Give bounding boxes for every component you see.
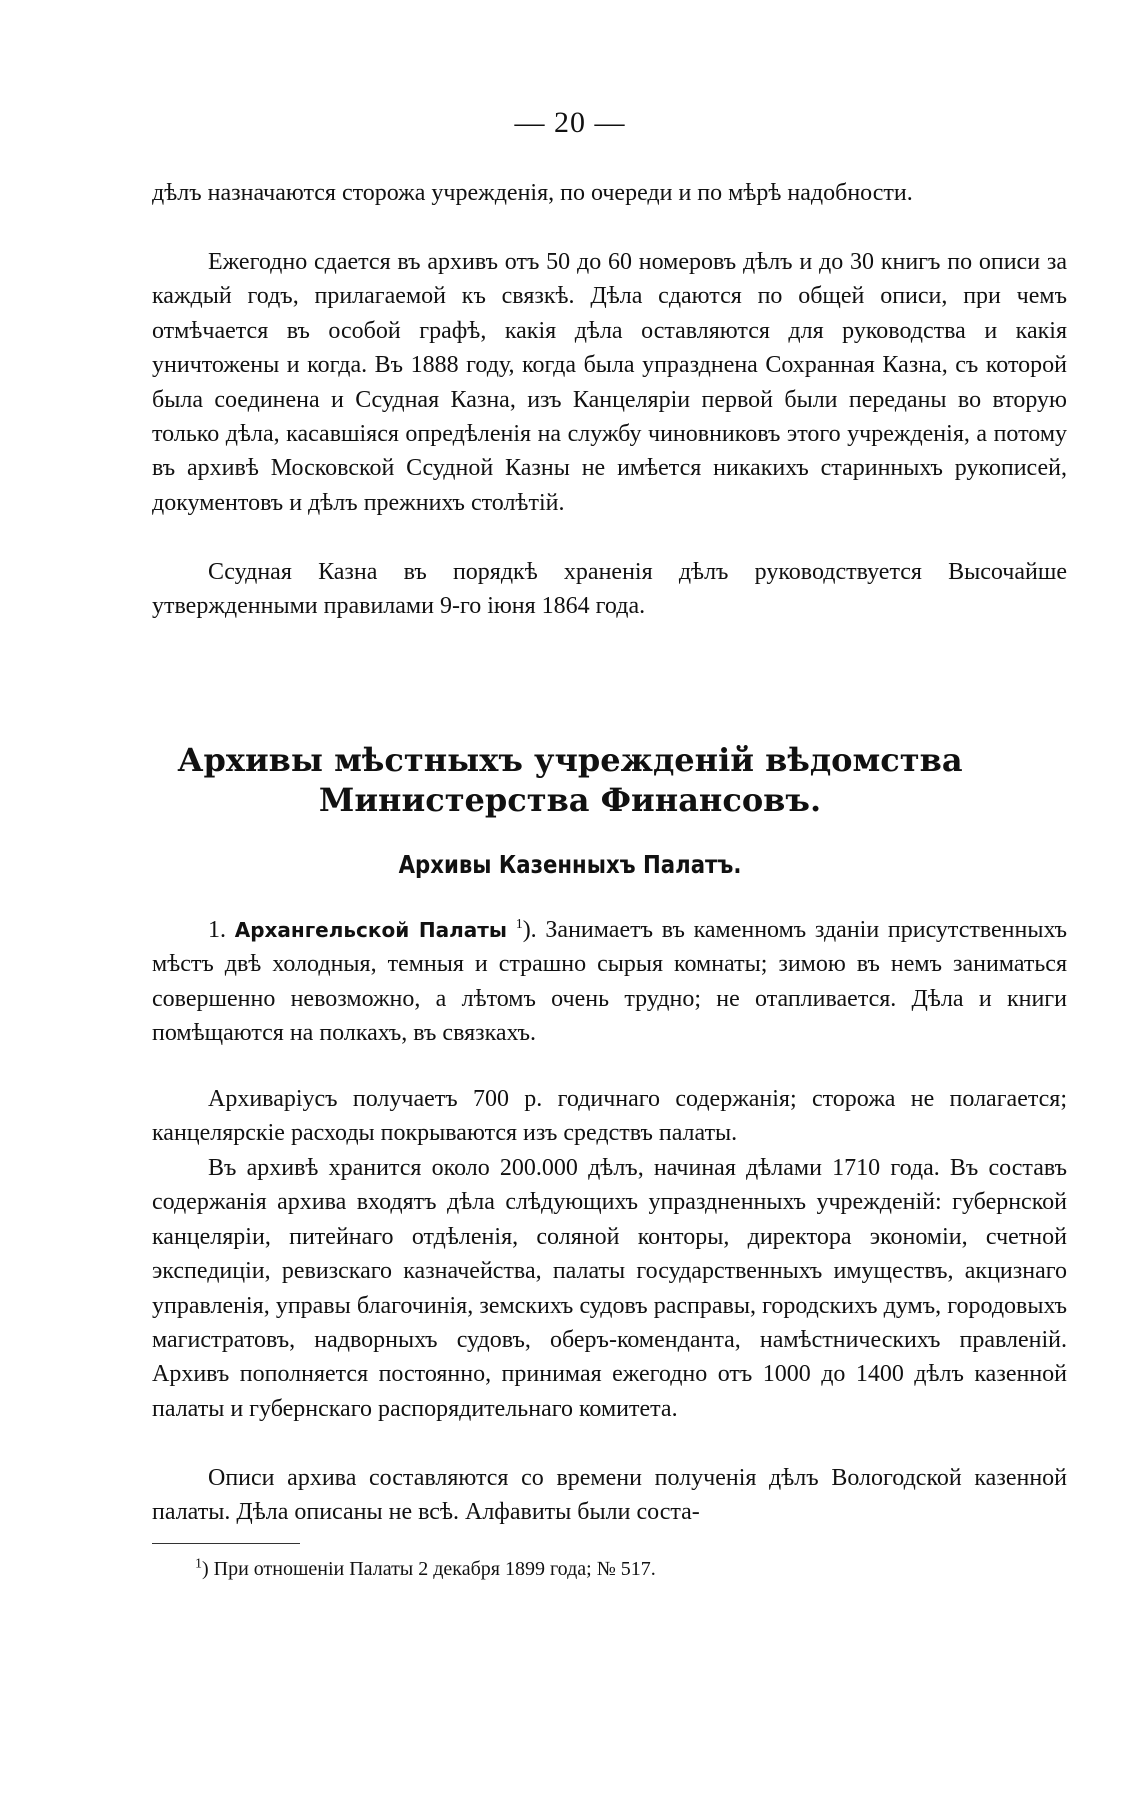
entry-name: Архангельской Палаты	[234, 918, 507, 942]
section-subtitle: Архивы Казенныхъ Палатъ.	[398, 850, 742, 879]
section-title-line1: Архивы мѣстныхъ учрежденій вѣдомства	[177, 741, 963, 779]
paragraph-entry-1-location	[152, 913, 1067, 1051]
footnote-divider	[152, 1543, 300, 1544]
footnote	[195, 1558, 656, 1581]
entry-text: ). Занимаетъ въ каменномъ зданіи присутственныхъ мѣстъ двѣ холодныя, темныя и страшно сырыя комнаты; зимою въ немъ заниматься совершенно невозможно, а лѣтомъ очень трудно; не отапливается. Дѣла и книги помѣщаются на полкахъ, въ связкахъ.	[152, 917, 1067, 1047]
footnote-reference: 1	[515, 917, 523, 932]
entry-number: 1.	[208, 917, 226, 943]
footnote-text: ) При отношеніи Палаты 2 декабря 1899 года; № 517.	[202, 1558, 656, 1580]
paragraph-continuation: дѣлъ назначаются сторожа учрежденія, по очереди и по мѣрѣ надобности.	[152, 180, 913, 206]
paragraph-archivist: Архиваріусъ получаетъ 700 р. годичнаго содержанія; сторожа не полагается; канцелярскіе расходы покрываются изъ средствъ палаты.	[152, 1086, 1067, 1147]
paragraph-inventories: Описи архива составляются со времени полученія дѣлъ Вологодской казенной палаты. Дѣла описаны не всѣ. Алфавиты были соста-	[152, 1465, 1067, 1526]
page-number: — 20 —	[514, 106, 626, 139]
section-title-line2: Министерства Финансовъ.	[318, 781, 822, 819]
paragraph-storage-rules: Ссудная Казна въ порядкѣ храненія дѣлъ руководствуется Высочайше утвержденными правилами 9-го іюня 1864 года.	[152, 559, 1067, 620]
paragraph-archive-transfer: Ежегодно сдается въ архивъ отъ 50 до 60 номеровъ дѣлъ и до 30 книгъ по описи за каждый годъ, прилагаемой къ связкѣ. Дѣла сдаются по общей описи, при чемъ отмѣчается въ особой графѣ, какія дѣла оставляются для руководства и какія уничтожены и когда. Въ 1888 году, когда была упразднена Сохранная Казна, съ которой была соединена и Ссудная Казна, изъ Канцеляріи первой были переданы во вторую только дѣла, касавшіяся опредѣленія на службу чиновниковъ этого учрежденія, а потому въ архивѣ Московской Ссудной Казны не имѣется никакихъ старинныхъ рукописей, документовъ и дѣлъ прежнихъ столѣтій.	[152, 249, 1067, 516]
paragraph-holdings: Въ архивѣ хранится около 200.000 дѣлъ, начиная дѣлами 1710 года. Въ составъ содержанія архива входятъ дѣла слѣдующихъ упраздненныхъ учрежденій: губернской канцеляріи, питейнаго отдѣленія, соляной конторы, директора экономіи, счетной экспедиціи, ревизскаго казначейства, палаты государственныхъ имуществъ, акцизнаго управленія, управы благочинія, земскихъ судовъ расправы, городскихъ думъ, городовыхъ магистратовъ, надворныхъ судовъ, оберъ-коменданта, намѣстническихъ правленій. Архивъ пополняется постоянно, принимая ежегодно отъ 1000 до 1400 дѣлъ казенной палаты и губернскаго распорядительнаго комитета.	[152, 1155, 1067, 1422]
footnote-mark: 1	[195, 1556, 202, 1572]
